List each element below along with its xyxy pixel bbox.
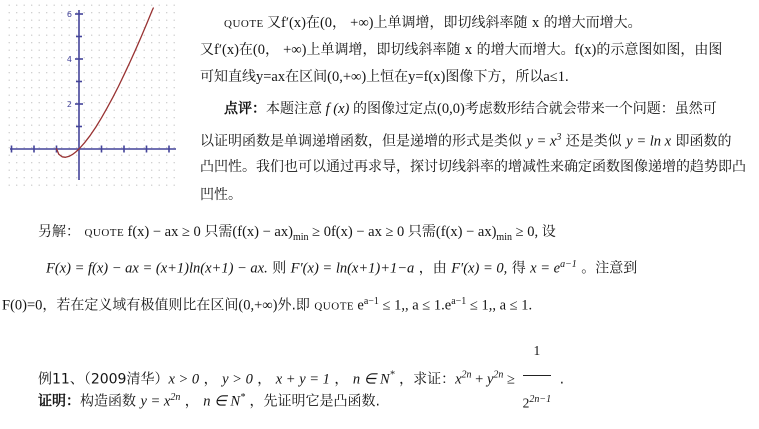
- text-segment: a−1: [363, 296, 379, 307]
- text-segment: (0， +∞): [252, 42, 307, 58]
- text-segment: 则: [267, 260, 291, 277]
- text-segment: *: [389, 369, 395, 381]
- y-tick-4: 4: [66, 55, 72, 64]
- text-segment: 考虑数形结合就会带来一个问题：虽然可: [464, 101, 717, 117]
- text-segment: f′(x): [281, 15, 306, 31]
- text-segment: 例11、（2009清华）: [38, 371, 169, 388]
- text-segment: 凸凹性。我们也可以通过再求导，探讨切线斜率的增减性来确定函数图像递增的趋势即凸: [200, 159, 746, 175]
- text-segment: y: [486, 371, 494, 388]
- text-segment: ，: [252, 371, 276, 388]
- text-line-6: [200, 157, 746, 178]
- text-segment: ≥: [503, 371, 519, 388]
- text-segment: 还是类似: [561, 133, 627, 150]
- text-line-5: [200, 127, 732, 153]
- text-segment: 凹性。: [200, 187, 242, 203]
- text-segment: 的图像过定点: [353, 101, 437, 117]
- text-segment: 点评：: [224, 101, 266, 117]
- text-line-10: [2, 291, 532, 318]
- text-line-alt-solution: [38, 222, 556, 248]
- text-segment: QUOTE: [84, 227, 128, 239]
- text-segment: 在: [305, 15, 320, 31]
- text-segment: F(x) = f(x) − ax = (x+1)ln(x+1) − ax.: [46, 260, 268, 277]
- text-line-3: [200, 67, 569, 88]
- text-segment: 只需: [204, 224, 233, 240]
- text-segment: x: [464, 42, 473, 58]
- text-segment: ，: [199, 371, 223, 388]
- text-segment: 图像下方，所以: [445, 69, 544, 85]
- text-segment: 得: [507, 260, 531, 277]
- text-segment: 证明：: [38, 393, 80, 410]
- text-segment: F′(x) = 0,: [451, 260, 508, 277]
- text-segment: x = e: [530, 260, 561, 277]
- function-graph: [8, 4, 178, 188]
- text-segment: 2n: [461, 369, 472, 381]
- text-line-2: [200, 40, 722, 61]
- text-segment: y=f(x): [408, 69, 446, 85]
- text-line-proof: [38, 387, 380, 413]
- text-segment: y > 0: [222, 371, 253, 388]
- text-segment: 只需: [407, 224, 436, 240]
- text-segment: 上单调增，即切线斜率随: [306, 42, 465, 58]
- text-segment: QUOTE: [224, 18, 268, 30]
- text-segment: 的增大而增大。: [539, 15, 642, 31]
- text-segment: 构造函数: [80, 393, 141, 410]
- text-segment: (0,+∞): [238, 297, 278, 314]
- text-segment: 又: [200, 42, 214, 58]
- text-segment: min: [496, 231, 512, 243]
- text-segment: 设: [541, 224, 556, 240]
- text-segment: ，先证明它是凸函数.: [245, 393, 380, 410]
- text-segment: 的增大而增大。: [472, 42, 575, 58]
- text-segment: F′(x) = ln(x+1)+1−a: [290, 260, 415, 277]
- text-segment: 在: [238, 42, 253, 58]
- y-tick-6: 6: [66, 10, 72, 19]
- text-segment: n ∈ N: [352, 371, 390, 388]
- text-segment: (0,0): [437, 101, 465, 117]
- text-segment: 的示意图如图，由图: [596, 42, 723, 58]
- text-segment: ≤ 1,, a ≤ 1.: [466, 297, 533, 314]
- text-segment: y = x: [526, 133, 557, 150]
- text-segment: 外.即: [277, 297, 315, 314]
- text-segment: *: [240, 392, 246, 403]
- text-segment: ≤ 1,, a ≤ 1.e: [378, 297, 452, 314]
- text-line-1: [224, 13, 642, 35]
- graph-canvas: [8, 4, 178, 188]
- text-segment: (0， +∞): [319, 15, 374, 31]
- text-segment: x: [531, 15, 540, 31]
- text-segment: 即函数的: [671, 133, 732, 150]
- text-segment: ，求证：: [394, 371, 456, 388]
- text-segment: .: [555, 371, 565, 388]
- text-segment: f(x) − ax ≥ 0: [127, 224, 205, 240]
- text-line-9: [46, 254, 637, 280]
- text-segment: f(x): [574, 42, 597, 58]
- text-segment: f′(x): [214, 42, 239, 58]
- text-segment: ≥ 0: [308, 224, 331, 240]
- text-segment: +: [471, 371, 487, 388]
- text-segment: 可知直线: [200, 69, 256, 85]
- text-segment: n ∈ N: [203, 393, 241, 410]
- text-segment: a≤1.: [543, 69, 569, 85]
- text-segment: 2n: [493, 369, 504, 381]
- text-segment: 上恒在: [366, 69, 409, 85]
- text-segment: y = ln x: [626, 133, 672, 150]
- text-segment: a−1: [560, 259, 577, 270]
- text-segment: x > 0: [168, 371, 200, 388]
- text-segment: (0,+∞): [327, 69, 367, 85]
- text-segment: f(x) − ax ≥ 0: [330, 224, 408, 240]
- text-segment: 另解：: [38, 224, 85, 240]
- text-line-7: [200, 185, 242, 206]
- text-segment: 上单调增，即切线斜率随: [373, 15, 532, 31]
- text-segment: 在区间: [285, 69, 328, 85]
- text-segment: x: [455, 371, 462, 388]
- text-segment: (f(x) − ax): [232, 224, 293, 240]
- text-segment: ，若在定义域有极值则比在区间: [42, 297, 239, 314]
- text-segment: ，: [180, 393, 204, 410]
- graph-dot-grid: [8, 4, 178, 188]
- fraction: $\frac{1}{2^{2n-1}}$: [523, 328, 552, 427]
- text-segment: ≥ 0,: [511, 224, 542, 240]
- text-segment: (f(x) − ax): [435, 224, 497, 240]
- text-segment: 。注意到: [576, 260, 638, 277]
- text-segment: e: [357, 297, 364, 314]
- text-segment: a−1: [451, 296, 467, 307]
- text-segment: F(0)=0: [2, 297, 43, 314]
- text-segment: x + y = 1: [275, 371, 330, 388]
- y-tick-2: 2: [66, 100, 72, 109]
- text-segment: QUOTE: [314, 300, 358, 313]
- text-line-example-11: [38, 330, 564, 429]
- text-segment: 又: [267, 15, 282, 31]
- text-segment: y=ax: [256, 69, 286, 85]
- text-segment: 3: [556, 132, 562, 143]
- text-segment: 2n: [170, 392, 181, 403]
- text-segment: f (x): [322, 101, 353, 117]
- text-segment: ，由: [414, 260, 452, 277]
- text-segment: ，: [329, 371, 353, 388]
- text-segment: 本题注意: [266, 101, 322, 117]
- text-segment: 以证明函数是单调递增函数，但是递增的形式是类似: [200, 133, 527, 150]
- text-segment: y = x: [140, 393, 171, 410]
- text-segment: min: [292, 231, 309, 243]
- text-line-comment: [224, 99, 717, 120]
